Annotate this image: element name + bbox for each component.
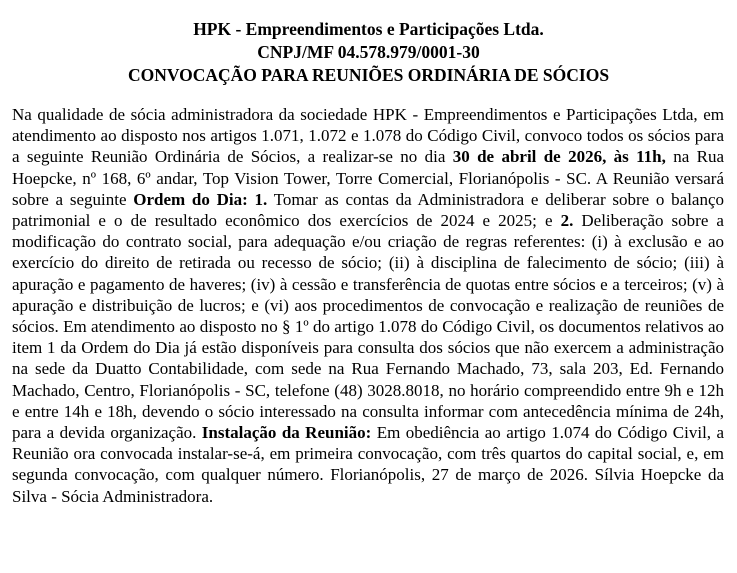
agenda-item-1-number: 1. <box>254 189 268 209</box>
company-name: HPK - Empreendimentos e Participações Ltda. <box>193 19 544 39</box>
installation-label: Instalação da Reunião: <box>201 423 372 443</box>
meeting-date-time: 30 de abril de 2026, às 11h, <box>452 147 666 167</box>
agenda-item-2-text: Deliberação sobre a modificação do contrato social, para adequação e/ou criação de regras referentes: (i) à exclusão e ao exercício do direito de retirada ou recesso de sócio; (ii) à disciplina de falecimento de sócio; (iii) à apuração e pagamento de haveres; (iv) à cessão e transferência de quotas entre sócios e a terceiros; (v) à apuração e distribuição de lucros; e (vi) aos procedimentos de convocação e realização de reuniões de sócios. Em atendimento ao disposto no § 1º do artigo 1.078 do Código Civil, os documentos relativos ao item 1 da Ordem do Dia já estão disponíveis para consulta dos sócios que não exercem a administração na sede da Duatto Contabilidade, com sede na Rua Fernando Machado, 73, sala 203, Ed. Fernando Machado, Centro, Florianópolis - SC, telefone (48) 3028.8018, no horário compreendido entre 9h e 12h e entre 14h e 18h, devendo o sócio interessado na consulta informar com antecedência mínima de 24h, para a devida organização. <box>12 211 724 443</box>
agenda-item-1-text: Tomar as contas da Administradora e deliberar sobre o balanço patrimonial e o de resultado econômico dos exercícios de 2024 e 2025; e <box>12 189 725 231</box>
agenda-label: Ordem do Dia: <box>133 189 248 209</box>
meeting-location: na Rua Hoepcke, nº 168, 6º andar, Top Vision Tower, Torre Comercial, Florianópolis - SC. A Reunião versará sobre a seguinte <box>12 147 724 209</box>
agenda-item-2-number: 2. <box>560 211 574 231</box>
installation-text: Em obediência ao artigo 1.074 do Código Civil, a Reunião ora convocada instalar-se-á, em primeira convocação, com três quartos do capital social, e, em segunda convocação, com qualquer número. Florianópolis, 27 de março de 2026. Sílvia Hoepcke da Silva - Sócia Administradora. <box>12 423 724 506</box>
document-header <box>0 18 737 87</box>
notice-title: CONVOCAÇÃO PARA REUNIÕES ORDINÁRIA DE SÓCIOS <box>127 65 610 85</box>
notice-intro: Na qualidade de sócia administradora da sociedade HPK - Empreendimentos e Participações Ltda, em atendimento ao disposto nos artigos 1.071, 1.072 e 1.078 do Código Civil, convoco todos os sócios para a seguinte Reunião Ordinária de Sócios, a realizar-se no dia <box>12 105 724 167</box>
notice-body <box>12 104 724 507</box>
cnpj-number: CNPJ/MF 04.578.979/0001-30 <box>257 42 480 62</box>
